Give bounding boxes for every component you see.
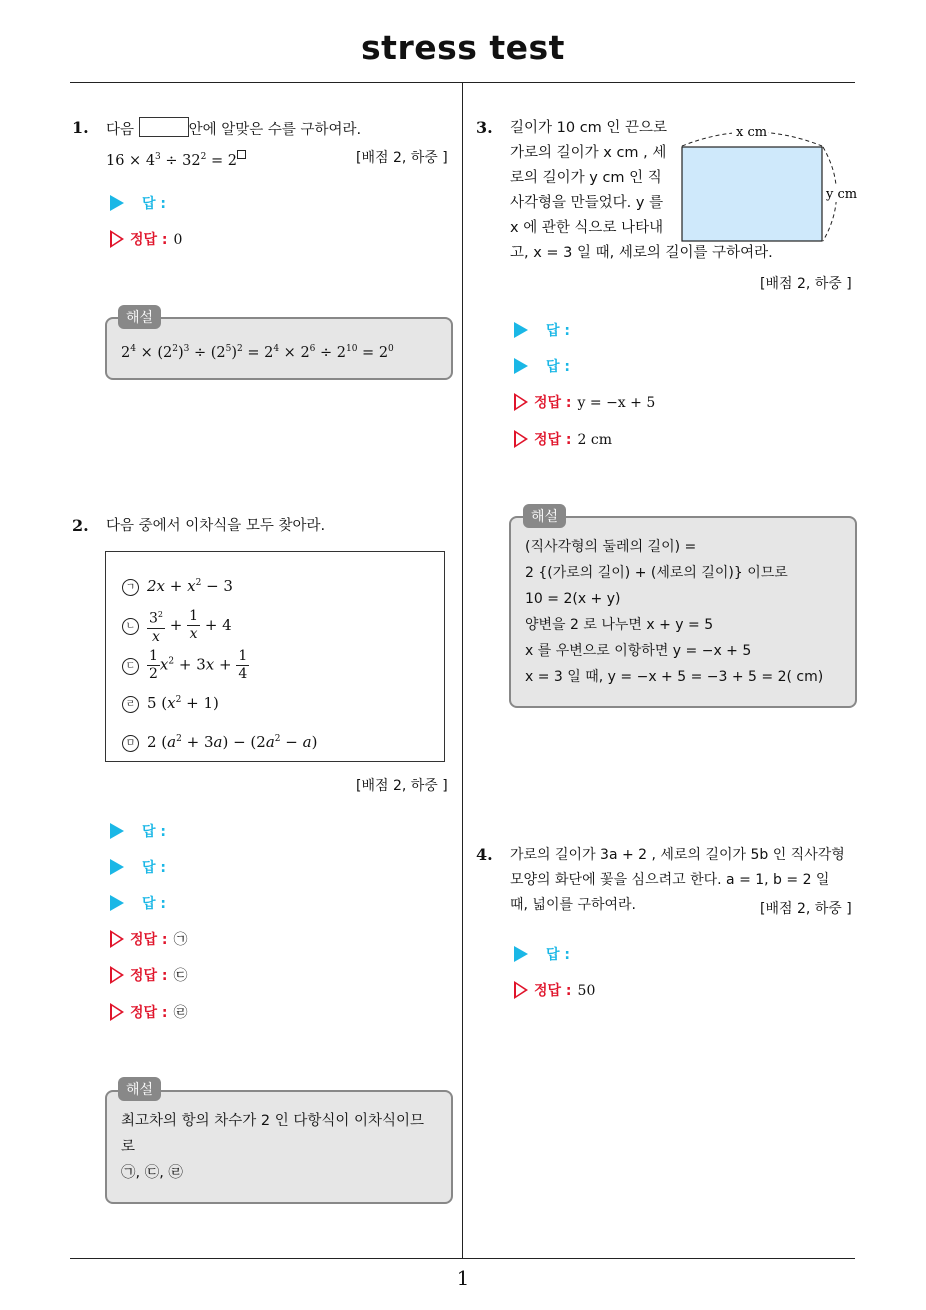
- question-1-text: [106, 117, 361, 143]
- solution-2-text: 최고차의 항의 차수가 2 인 다항식이 이차식이므 로 ㉠, ㉢, ㉣: [121, 1113, 425, 1181]
- play-icon: [110, 895, 124, 911]
- solution-box-2: [105, 1090, 453, 1204]
- outline-triangle-icon: [110, 966, 124, 984]
- rectangle-figure: [672, 118, 862, 250]
- option-5: ㅁ 2 $(a^2 + 3a) - (2a^2 - a)$: [122, 733, 317, 752]
- play-icon: [514, 358, 528, 374]
- answer-line: 답 :: [110, 857, 166, 877]
- question-1-score: [배점 2, 하중 ]: [356, 150, 448, 166]
- outline-triangle-icon: [514, 430, 528, 448]
- outline-triangle-icon: [514, 393, 528, 411]
- question-4-number: 4.: [476, 845, 493, 864]
- option-4: ㄹ 5 $(x^2 + 1)$: [122, 694, 219, 713]
- figure-side-label: y cm: [826, 187, 858, 202]
- question-3-score: [배점 2, 하중 ]: [760, 276, 852, 292]
- correct-answer-line: 정답 : 2 cm: [514, 429, 612, 449]
- play-icon: [514, 946, 528, 962]
- outline-triangle-icon: [110, 930, 124, 948]
- question-3-text: 길이가 10 cm 인 끈으로 가로의 길이가 x cm , 세 로의 길이가 y cm 인 직 사각형을 만들었다. y 를 x 에 관한 식으로 나타내 고, x = 3 일 때, 세로의 길이를 구하여라.: [510, 120, 773, 261]
- correct-answer-line: 정답 : 50: [514, 980, 595, 1000]
- solution-box-3: [509, 516, 857, 708]
- answer-line: 답 :: [110, 193, 166, 213]
- question-1-equation: $16 \times 4^3 \div 32^2 = 2$: [106, 143, 246, 174]
- correct-answer-line: 정답 : ㉢: [110, 965, 188, 985]
- answer-blank-box: [139, 117, 189, 137]
- figure-top-label: x cm: [736, 125, 768, 140]
- page-title: stress test: [361, 28, 565, 67]
- question-2-score: [배점 2, 하중 ]: [356, 778, 448, 794]
- outline-triangle-icon: [110, 230, 124, 248]
- question-3-number: 3.: [476, 118, 493, 137]
- solution-tag-2: 해설: [118, 1077, 161, 1101]
- outline-triangle-icon: [110, 1003, 124, 1021]
- play-icon: [110, 195, 124, 211]
- correct-answer-line: 정답 : ㉣: [110, 1002, 188, 1022]
- answer-line: 답 :: [514, 320, 570, 340]
- play-icon: [110, 859, 124, 875]
- solution-1-equation: $2^4 \times (2^2)^3 \div (2^5)^2 = 2^4 \times 2^6 \div 2^{10} = 2^0$: [121, 344, 394, 361]
- column-divider: [462, 83, 463, 1258]
- solution-3-text: (직사각형의 둘레의 길이) = 2 {(가로의 길이) + (세로의 길이)} 이므로 10 = 2(x + y) 양변을 2 로 나누면 x + y = 5 x 를 우변으로 이항하면 y = −x + 5 x = 3 일 때, y = −x + 5 = −3 + 5 = 2( cm): [525, 539, 824, 685]
- solution-tag-1: 해설: [118, 305, 161, 329]
- question-1-number: 1.: [72, 118, 89, 137]
- page-number: 1: [456, 1266, 470, 1290]
- answer-line: 답 :: [110, 893, 166, 913]
- correct-answer-line: 정답 : y = −x + 5: [514, 392, 655, 412]
- option-3: ㄷ $\frac{1}{2}$ $x^2 + 3x$ + $\frac{1}{4}$: [122, 648, 249, 683]
- question-4-score: [배점 2, 하중 ]: [760, 901, 852, 917]
- question-4-text: 가로의 길이가 3a + 2 , 세로의 길이가 5b 인 직사각형 모양의 화단에 꽃을 심으려고 한다. a = 1, b = 2 일 때, 넓이를 구하여라.: [510, 847, 845, 913]
- answer-line: 답 :: [514, 356, 570, 376]
- bottom-rule: [70, 1258, 855, 1259]
- play-icon: [514, 322, 528, 338]
- solution-tag-3: 해설: [523, 504, 566, 528]
- q1-text-b: 안에 알맞은 수를 구하여라.: [188, 122, 362, 138]
- question-2-text: 다음 중에서 이차식을 모두 찾아라.: [106, 518, 326, 534]
- answer-line: 답 :: [514, 944, 570, 964]
- correct-answer-line: 정답 : ㉠: [110, 929, 188, 949]
- q1-text-a: 다음: [106, 122, 135, 138]
- option-2: ㄴ $\frac{3^2}{x}$ + $\frac{1}{x}$ + 4: [122, 606, 232, 646]
- answer-line: 답 :: [110, 821, 166, 841]
- correct-answer-line: 정답 : 0: [110, 229, 182, 249]
- outline-triangle-icon: [514, 981, 528, 999]
- play-icon: [110, 823, 124, 839]
- option-1: ㄱ $2x + x^2 - 3$: [122, 577, 233, 596]
- question-2-number: 2.: [72, 516, 89, 535]
